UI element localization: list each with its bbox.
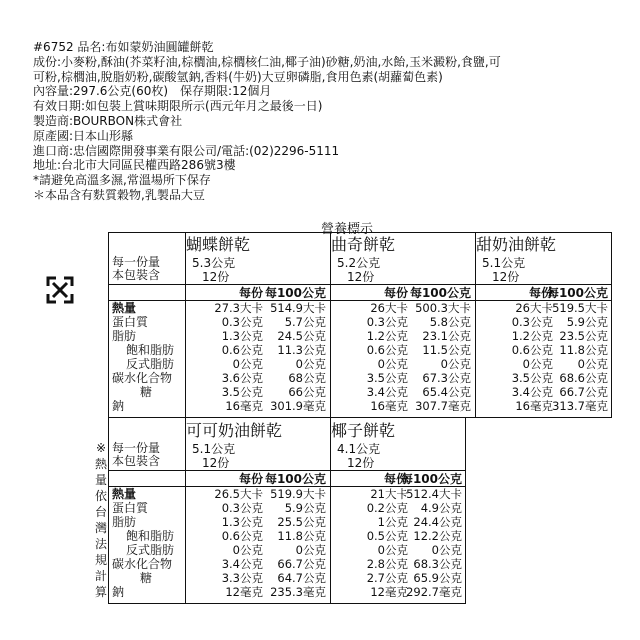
value-per-100g: 5.9公克 xyxy=(284,501,326,515)
value-per-100g: 68.6公克 xyxy=(559,371,608,385)
serving-info xyxy=(192,442,235,470)
nutrient-label: 反式脂肪 xyxy=(126,357,175,371)
value-per-serving: 26大卡 xyxy=(515,301,553,315)
origin: 原產國:日本山形縣 xyxy=(33,128,134,143)
serving-size: 5.1公克 xyxy=(192,442,236,456)
value-per-100g: 301.9毫克 xyxy=(270,399,326,413)
value-per-serving: 3.5公克 xyxy=(511,371,553,385)
servings-count: 12份 xyxy=(202,456,230,470)
product-name: 蝴蝶餅乾 xyxy=(186,235,251,254)
address: 地址:台北市大同區民權西路286號3樓 xyxy=(33,158,236,173)
value-per-100g: 0公克 xyxy=(431,543,462,557)
value-per-serving: 26大卡 xyxy=(370,301,408,315)
content-shelf-life: 內容量:297.6公克(60枚) 保存期限:12個月 xyxy=(33,84,272,99)
value-per-100g: 235.3毫克 xyxy=(270,585,326,599)
value-per-100g: 66.7公克 xyxy=(277,557,326,571)
serving-size-label: 每一份量 xyxy=(112,441,161,455)
value-per-100g: 514.9大卡 xyxy=(270,301,326,315)
per-100g-header: 每100公克 xyxy=(400,472,462,486)
nutrient-label: 飽和脂肪 xyxy=(126,343,175,357)
value-per-100g: 5.8公克 xyxy=(429,315,471,329)
serving-size: 5.3公克 xyxy=(192,256,236,270)
nutrient-label: 反式脂肪 xyxy=(126,543,175,557)
value-per-serving: 0.2公克 xyxy=(366,501,408,515)
servings-count: 12份 xyxy=(347,270,375,284)
value-per-serving: 27.3大卡 xyxy=(214,301,263,315)
nutrient-label: 糖 xyxy=(140,571,153,585)
servings-per-pack-label: 本包裝含 xyxy=(112,268,161,282)
manufacturer: 製造商:BOURBON株式會社 xyxy=(33,113,183,128)
per-100g-header: 每100公克 xyxy=(546,286,608,300)
value-per-100g: 66.7公克 xyxy=(559,385,608,399)
value-per-100g: 11.8公克 xyxy=(559,343,608,357)
value-per-serving: 3.4公克 xyxy=(366,385,408,399)
serving-size: 5.2公克 xyxy=(337,256,381,270)
nutrient-label: 碳水化合物 xyxy=(112,557,173,571)
value-per-serving: 16毫克 xyxy=(225,399,263,413)
value-per-serving: 0公克 xyxy=(377,357,408,371)
value-per-100g: 519.5大卡 xyxy=(552,301,608,315)
value-per-100g: 11.8公克 xyxy=(277,529,326,543)
value-per-100g: 25.5公克 xyxy=(277,515,326,529)
value-per-serving: 16毫克 xyxy=(370,399,408,413)
nutrient-label: 鈉 xyxy=(112,585,125,599)
recycle-icon xyxy=(42,272,78,308)
value-per-serving: 0公克 xyxy=(232,357,263,371)
value-per-serving: 3.5公克 xyxy=(221,385,263,399)
nutrient-label: 脂肪 xyxy=(112,329,137,343)
value-per-100g: 519.9大卡 xyxy=(270,487,326,501)
value-per-serving: 0.6公克 xyxy=(511,343,553,357)
value-per-100g: 23.5公克 xyxy=(559,329,608,343)
value-per-100g: 0公克 xyxy=(295,543,326,557)
value-per-serving: 1.3公克 xyxy=(221,515,263,529)
value-per-100g: 68.3公克 xyxy=(413,557,462,571)
expiry-info: 有效日期:如包裝上賞味期限所示(西元年月之最後一日) xyxy=(33,99,323,114)
value-per-serving: 26.5大卡 xyxy=(214,487,263,501)
value-per-100g: 0公克 xyxy=(440,357,471,371)
value-per-serving: 0.3公克 xyxy=(221,501,263,515)
product-column xyxy=(475,232,612,418)
value-per-100g: 24.4公克 xyxy=(413,515,462,529)
value-per-100g: 24.5公克 xyxy=(277,329,326,343)
product-column xyxy=(185,232,330,418)
per-serving-header: 每份 xyxy=(238,472,263,486)
per-100g-header: 每100公克 xyxy=(264,286,326,300)
value-per-serving: 2.8公克 xyxy=(366,557,408,571)
value-per-serving: 21大卡 xyxy=(370,487,408,501)
value-per-serving: 1.2公克 xyxy=(511,329,553,343)
row-labels-block xyxy=(112,232,184,418)
value-per-100g: 64.7公克 xyxy=(277,571,326,585)
nutrient-label: 鈉 xyxy=(112,399,125,413)
nutrient-label: 蛋白質 xyxy=(112,315,149,329)
per-serving-header: 每份 xyxy=(383,472,408,486)
value-per-100g: 68公克 xyxy=(288,371,326,385)
value-per-serving: 3.6公克 xyxy=(221,371,263,385)
serving-info xyxy=(192,256,235,284)
product-name: 曲奇餅乾 xyxy=(331,235,396,254)
value-per-serving: 0.6公克 xyxy=(221,343,263,357)
product-column xyxy=(330,418,466,604)
storage-note: *請避免高溫多濕,常溫場所下保存 xyxy=(33,173,211,188)
product-name: 椰子餅乾 xyxy=(331,421,396,440)
servings-per-pack-label: 本包裝含 xyxy=(112,454,161,468)
product-name: 甜奶油餅乾 xyxy=(476,235,557,254)
value-per-100g: 5.9公克 xyxy=(566,315,608,329)
value-per-100g: 11.5公克 xyxy=(422,343,471,357)
per-100g-header: 每100公克 xyxy=(409,286,471,300)
serving-info xyxy=(482,256,525,284)
ingredients-line-2: 可粉,棕櫚油,脫脂奶粉,碳酸氫鈉,香料(牛奶)大豆卵磷脂,食用色素(胡蘿蔔色素) xyxy=(33,69,443,84)
value-per-serving: 1.3公克 xyxy=(221,329,263,343)
value-per-100g: 66公克 xyxy=(288,385,326,399)
value-per-serving: 1.2公克 xyxy=(366,329,408,343)
value-per-serving: 0公克 xyxy=(377,543,408,557)
servings-count: 12份 xyxy=(347,456,375,470)
value-per-serving: 0.5公克 xyxy=(366,529,408,543)
value-per-serving: 0公克 xyxy=(522,357,553,371)
ingredients-line-1: 成份:小麥粉,酥油(芥菜籽油,棕櫚油,棕櫚核仁油,椰子油)砂糖,奶油,水飴,玉米澱粉,食鹽,可 xyxy=(33,54,501,69)
nutrient-label: 飽和脂肪 xyxy=(126,529,175,543)
per-100g-header: 每100公克 xyxy=(264,472,326,486)
value-per-serving: 12毫克 xyxy=(225,585,263,599)
value-per-100g: 5.7公克 xyxy=(284,315,326,329)
nutrient-label: 熱量 xyxy=(112,301,137,315)
value-per-100g: 23.1公克 xyxy=(422,329,471,343)
value-per-100g: 11.3公克 xyxy=(277,343,326,357)
serving-size: 5.1公克 xyxy=(482,256,526,270)
value-per-100g: 65.9公克 xyxy=(413,571,462,585)
value-per-100g: 4.9公克 xyxy=(420,501,462,515)
value-per-serving: 0.3公克 xyxy=(221,315,263,329)
per-serving-header: 每份 xyxy=(383,286,408,300)
serving-size: 4.1公克 xyxy=(337,442,381,456)
value-per-100g: 65.4公克 xyxy=(422,385,471,399)
product-name: 可可奶油餅乾 xyxy=(186,421,283,440)
serving-info xyxy=(337,256,380,284)
nutrient-label: 碳水化合物 xyxy=(112,371,173,385)
value-per-serving: 12毫克 xyxy=(370,585,408,599)
value-per-serving: 0公克 xyxy=(232,543,263,557)
value-per-serving: 0.3公克 xyxy=(511,315,553,329)
value-per-serving: 3.3公克 xyxy=(221,571,263,585)
value-per-serving: 16毫克 xyxy=(515,399,553,413)
value-per-100g: 12.2公克 xyxy=(413,529,462,543)
value-per-serving: 1公克 xyxy=(377,515,408,529)
allergen-note: ＊本品含有麩質穀物,乳製品大豆 xyxy=(33,187,205,202)
value-per-serving: 0.6公克 xyxy=(366,343,408,357)
nutrient-label: 脂肪 xyxy=(112,515,137,529)
value-per-serving: 0.6公克 xyxy=(221,529,263,543)
value-per-100g: 512.4大卡 xyxy=(406,487,462,501)
serving-info xyxy=(337,442,380,470)
product-column xyxy=(330,232,475,418)
value-per-serving: 3.4公克 xyxy=(511,385,553,399)
servings-count: 12份 xyxy=(202,270,230,284)
row-labels-block xyxy=(112,418,184,604)
nutrient-label: 熱量 xyxy=(112,487,137,501)
value-per-100g: 313.7毫克 xyxy=(552,399,608,413)
importer: 進口商:忠信國際開發事業有限公司/電話:(02)2296-5111 xyxy=(33,143,340,158)
value-per-100g: 0公克 xyxy=(577,357,608,371)
value-per-100g: 307.7毫克 xyxy=(415,399,471,413)
value-per-serving: 0.3公克 xyxy=(366,315,408,329)
value-per-100g: 500.3大卡 xyxy=(415,301,471,315)
value-per-100g: 0公克 xyxy=(295,357,326,371)
product-name-line: #6752 品名:布如蒙奶油圓罐餅乾 xyxy=(33,40,214,54)
value-per-serving: 3.4公克 xyxy=(221,557,263,571)
per-serving-header: 每份 xyxy=(528,286,553,300)
calorie-regulation-note: ※熱量依台灣法規計算 xyxy=(94,441,107,599)
value-per-serving: 2.7公克 xyxy=(366,571,408,585)
serving-size-label: 每一份量 xyxy=(112,255,161,269)
product-info xyxy=(33,40,623,203)
value-per-100g: 67.3公克 xyxy=(422,371,471,385)
per-serving-header: 每份 xyxy=(238,286,263,300)
value-per-100g: 292.7毫克 xyxy=(406,585,462,599)
product-column xyxy=(185,418,330,604)
servings-count: 12份 xyxy=(492,270,520,284)
nutrient-label: 糖 xyxy=(140,385,153,399)
nutrition-title: 營養標示 xyxy=(321,222,374,237)
value-per-serving: 3.5公克 xyxy=(366,371,408,385)
nutrient-label: 蛋白質 xyxy=(112,501,149,515)
